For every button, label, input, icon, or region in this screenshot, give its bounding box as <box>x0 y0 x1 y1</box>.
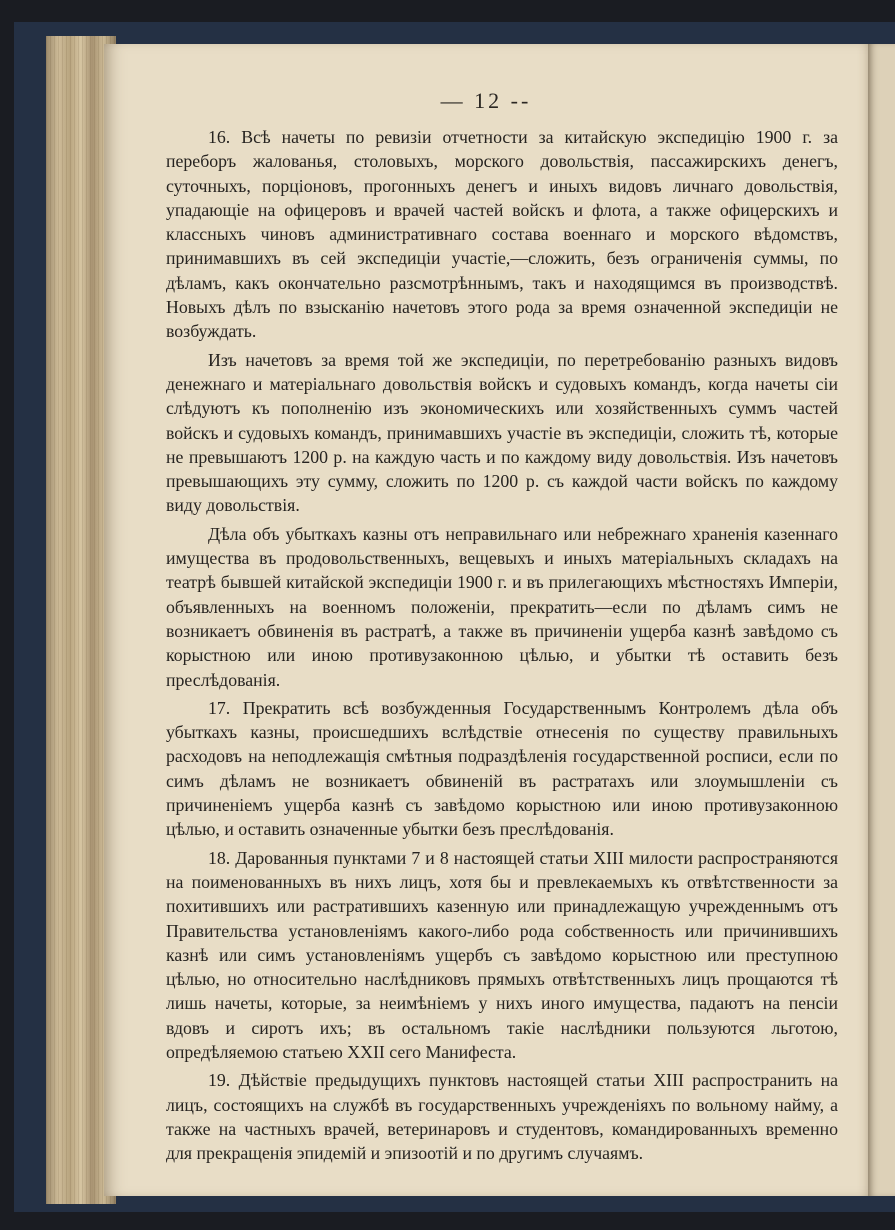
paragraph-16-cont-1: Изъ начетовъ за время той же экспедиціи, по перетребованію разныхъ видовъ денежнаго и матеріальнаго довольствія войскъ и судовыхъ командъ, когда начеты сіи слѣдуютъ къ пополненію изъ экономическихъ или хозяйственныхъ суммъ частей войскъ и судовыхъ командъ, принимавшихъ участіе въ экспедиціи, сложить тѣ, которые не превышаютъ 1200 р. на каждую часть и по каждому виду довольствія. Изъ начетовъ превышающихъ эту сумму, сложить по 1200 р. съ каждой части войскъ по каждому виду довольствія. <box>166 349 838 516</box>
paragraph-17: 17. Прекратить всѣ возбужденныя Государственнымъ Контролемъ дѣла объ убыткахъ казны, происшедшихъ вслѣдствіе отнесенія по существу правильныхъ расходовъ на неподлежащія смѣтныя подраздѣленія государственной росписи, если по симъ дѣламъ не возникаетъ обвиненій въ растратахъ или злоумышленіи съ причиненіемъ ущерба казнѣ съ завѣдомо корыстною или иною противузаконною цѣлью, и оставить означенные убытки безъ преслѣдованія. <box>166 697 838 840</box>
paragraph-16: 16. Всѣ начеты по ревизіи отчетности за китайскую экспедицію 1900 г. за переборъ жалованья, столовыхъ, морского довольствія, пассажирскихъ денегъ, суточныхъ, порціоновъ, прогонныхъ денегъ и иныхъ видовъ личнаго довольствія, упадающіе на офицеровъ и врачей частей войскъ и флота, а также офицерскихъ и классныхъ чиновъ административнаго состава военнаго и морского вѣдомствъ, принимавшихъ въ сей экспедиціи участіе,—сложить, безъ ограниченія суммы, по дѣламъ, какъ окончательно разсмотрѣннымъ, такъ и находящимся въ производствѣ. Новыхъ дѣлъ по взысканію начетовъ этого рода за время означенной экспедиціи не возбуждать. <box>166 127 838 342</box>
facing-page-edge <box>868 44 895 1196</box>
paragraph-16-cont-2: Дѣла объ убыткахъ казны отъ неправильнаго или небрежнаго храненія казеннаго имущества въ продовольственныхъ, вещевыхъ и иныхъ матеріальныхъ складахъ на театрѣ бывшей китайской экспедиціи 1900 г. и въ прилегающихъ мѣстностяхъ Имперіи, объявленныхъ на военномъ положеніи, прекратить—если по дѣламъ симъ не возникаетъ обвиненія въ растратѣ, а также въ причиненіи ущерба казнѣ завѣдомо съ корыстною или иною противузаконною цѣлью, и убытки тѣ оставить безъ преслѣдованія. <box>166 523 838 690</box>
document-page <box>104 44 868 1196</box>
paragraph-18: 18. Дарованныя пунктами 7 и 8 настоящей статьи XIII милости распространяются на поименованныхъ въ нихъ лицъ, хотя бы и превлекаемыхъ къ отвѣтственности за похитившихъ или растратившихъ казенную или принадлежащую учрежденнымъ отъ Правительства установленіямъ какого-либо рода собственность или причинившихъ казнѣ или симъ установленіямъ ущербъ съ завѣдомо корыстною или преступною цѣлью, но относительно наслѣдниковъ прямыхъ отвѣтственныхъ лицъ прощаются тѣ лишь начеты, которые, за неимѣніемъ у нихъ иного имущества, падаютъ на пенсіи вдовъ и сиротъ ихъ; въ остальномъ такіе наслѣдники пользуются льготою, опредѣляемою статьею XXII сего Манифеста. <box>166 847 838 1062</box>
paragraph-19: 19. Дѣйствіе предыдущихъ пунктовъ настоящей статьи XIII распространить на лицъ, состоящихъ на службѣ въ государственныхъ учрежденіяхъ по вольному найму, а также на частныхъ врачей, ветеринаровъ и студентовъ, командированныхъ временно для прекращенія эпидемій и эпизоотій и по другимъ случаямъ. <box>166 1070 838 1164</box>
page-body <box>166 125 838 1169</box>
page-number: — 12 -- <box>440 88 532 113</box>
